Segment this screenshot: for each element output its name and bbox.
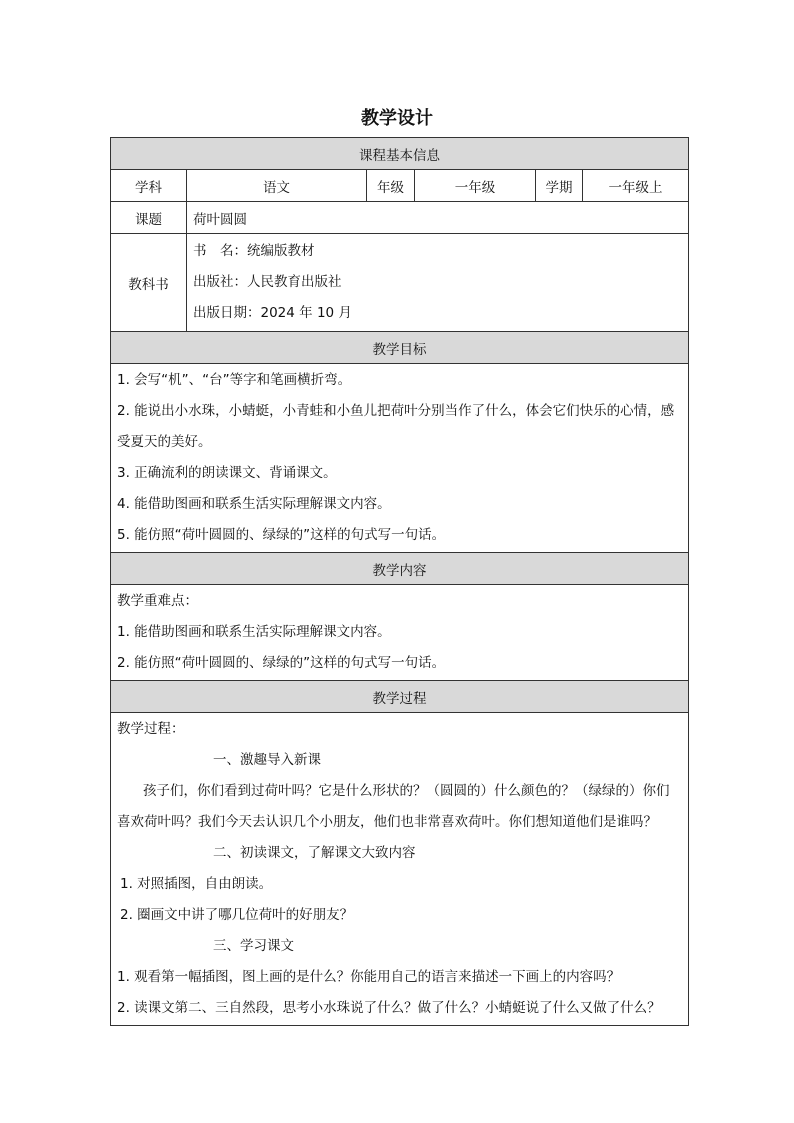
step3-item: 2. 读课文第二、三自然段，思考小水珠说了什么？做了什么？小蜻蜓说了什么又做了什么？ (117, 1000, 661, 1016)
step1-text: 孩子们，你们看到过荷叶吗？它是什么形状的？（圆圆的）什么颜色的？（绿绿的）你们喜欢荷叶吗？我们今天去认识几个小朋友，他们也非常喜欢荷叶。你们想知道他们是谁吗？ (117, 783, 670, 830)
grade-label: 年级 (367, 170, 415, 202)
topic-row (111, 202, 689, 234)
objective-item: 5. 能仿照“荷叶圆圆的、绿绿的”这样的句式写一句话。 (117, 527, 446, 543)
section-process: 教学过程 (111, 681, 689, 713)
subject-label: 学科 (111, 170, 187, 202)
content-item: 1. 能借助图画和联系生活实际理解课文内容。 (117, 624, 391, 640)
textbook-name: 书 名：统编版教材 (193, 243, 315, 259)
term-value: 一年级上 (583, 170, 689, 202)
objective-item: 3. 正确流利的朗读课文、背诵课文。 (117, 465, 337, 481)
content-item: 2. 能仿照“荷叶圆圆的、绿绿的”这样的句式写一句话。 (117, 655, 446, 671)
content-heading: 教学重难点： (117, 593, 198, 609)
step2-item: 1. 对照插图，自由朗读。 (120, 876, 273, 892)
lesson-plan-table (110, 137, 689, 1026)
step2-title: 二、初读课文，了解课文大致内容 (213, 845, 416, 861)
objectives-row (111, 364, 689, 553)
textbook-date: 出版日期：2024 年 10 月 (193, 305, 352, 321)
objective-item: 1. 会写“机”、“台”等字和笔画横折弯。 (117, 372, 352, 388)
section-basic-info: 课程基本信息 (111, 138, 689, 170)
objective-item: 2. 能说出小水珠，小蜻蜓，小青蛙和小鱼儿把荷叶分别当作了什么，体会它们快乐的心情，感受夏天的美好。 (117, 403, 675, 450)
objective-item: 4. 能借助图画和联系生活实际理解课文内容。 (117, 496, 391, 512)
section-objectives: 教学目标 (111, 332, 689, 364)
grade-value: 一年级 (415, 170, 536, 202)
step3-title: 三、学习课文 (213, 938, 294, 954)
process-row (111, 713, 689, 1026)
subject-value: 语文 (187, 170, 367, 202)
textbook-publisher: 出版社：人民教育出版社 (193, 274, 342, 290)
topic-value: 荷叶圆圆 (187, 202, 689, 234)
textbook-row (111, 234, 689, 332)
term-label: 学期 (536, 170, 583, 202)
info-row (111, 170, 689, 202)
document-title: 教学设计 (361, 108, 433, 129)
section-content: 教学内容 (111, 553, 689, 585)
textbook-label: 教科书 (111, 234, 187, 332)
content-row (111, 585, 689, 681)
step3-item: 1. 观看第一幅插图，图上画的是什么？你能用自己的语言来描述一下画上的内容吗？ (117, 969, 621, 985)
step1-title: 一、激趣导入新课 (213, 752, 321, 768)
step2-item: 2. 圈画文中讲了哪几位荷叶的好朋友？ (120, 907, 354, 923)
topic-label: 课题 (111, 202, 187, 234)
process-heading: 教学过程： (117, 721, 185, 737)
